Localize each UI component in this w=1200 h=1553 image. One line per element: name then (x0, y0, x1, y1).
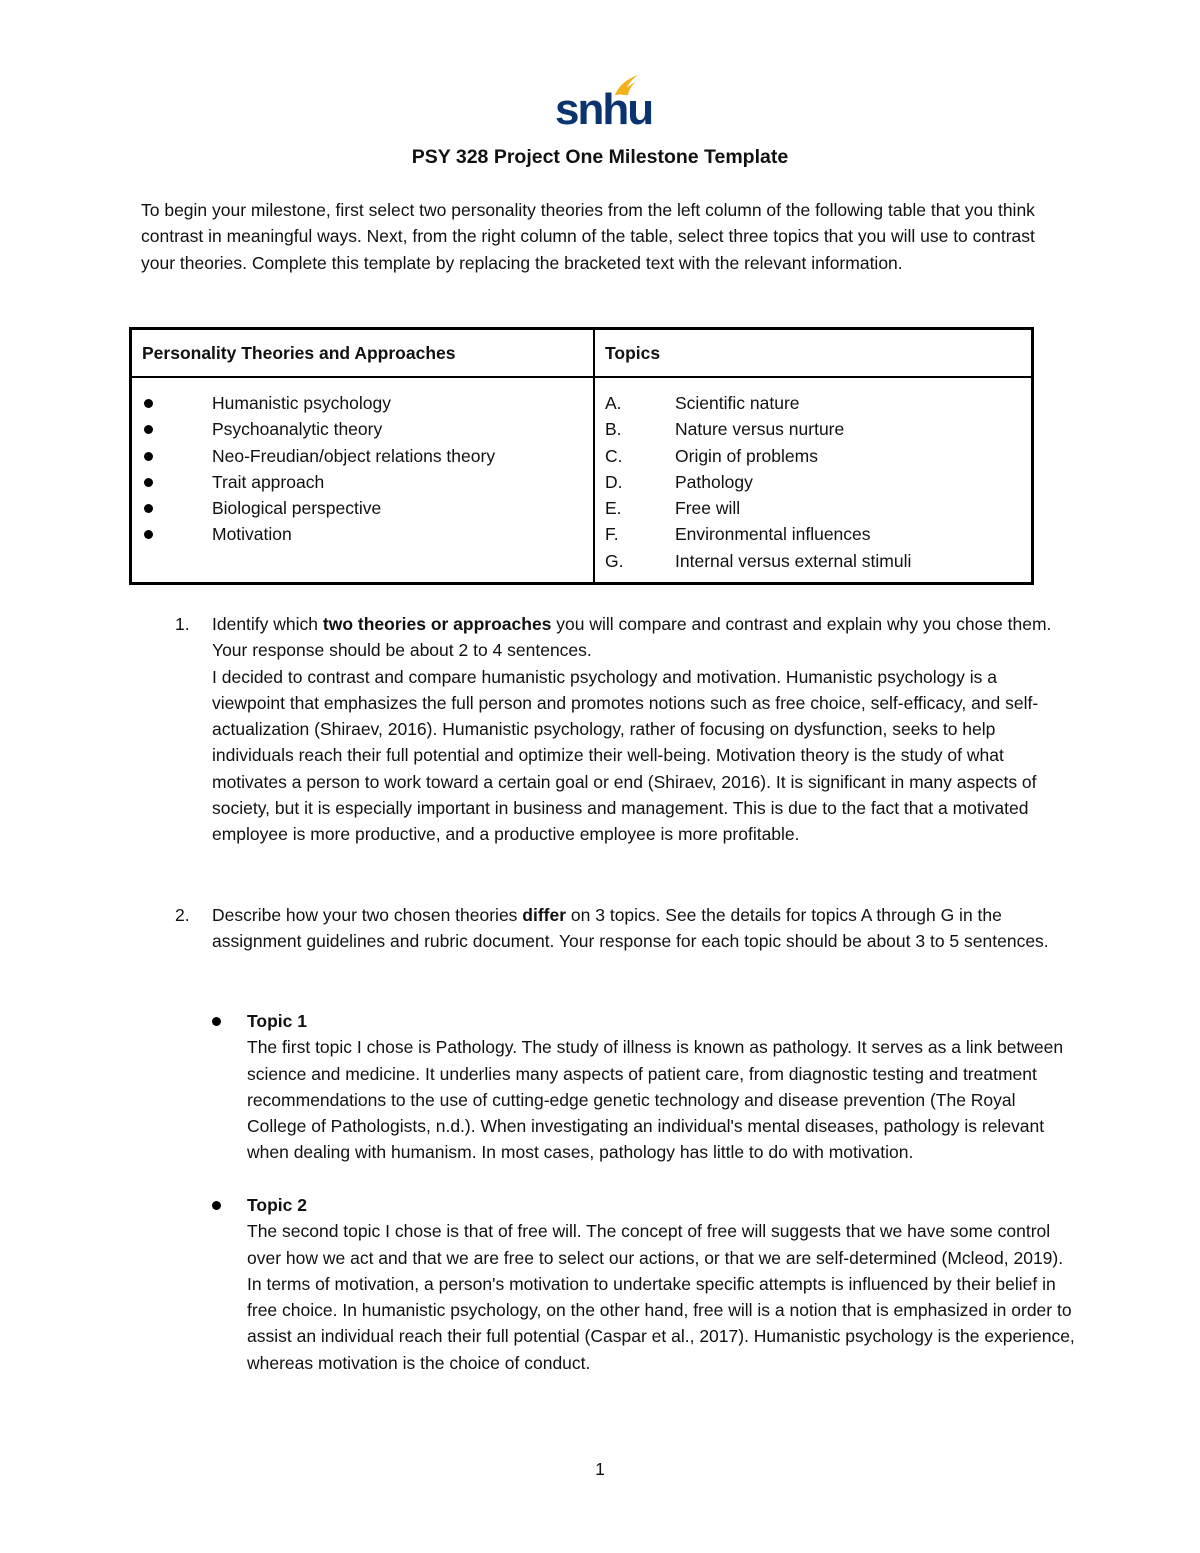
bullet-icon (144, 504, 153, 513)
page-number: 1 (595, 1459, 605, 1479)
table-header-theories: Personality Theories and Approaches (131, 329, 595, 378)
theories-topics-table (129, 327, 1034, 585)
list-item: Motivation (142, 521, 593, 547)
question-number: 2. (175, 905, 190, 925)
logo-wordmark: snhu (555, 85, 653, 134)
list-item: E. Free will (605, 498, 741, 519)
topics-cell (594, 377, 1033, 584)
question-number: 1. (175, 614, 190, 634)
intro-paragraph: To begin your milestone, first select two personality theories from the left column of the following table that you think contrast in meaningful ways. Next, from the right column of the table, select three topics that you will use to contrast your theories. Complete this template by replacing the bracketed text with the relevant information. (141, 200, 1035, 273)
question-2 (175, 902, 1072, 955)
bullet-icon (212, 1017, 221, 1026)
list-item: B. Nature versus nurture (605, 419, 845, 440)
topic-2-answer (247, 1192, 1077, 1376)
list-item: Neo-Freudian/object relations theory (142, 443, 593, 469)
bullet-icon (144, 399, 153, 408)
bullet-icon (144, 425, 153, 434)
topic-text: The first topic I chose is Pathology. The study of illness is known as pathology. It serves as a link between science and medicine. It underlies many aspects of patient care, from diagnostic testing and treatment recommendations to the use of cutting-edge genetic technology and disease prevention (The Royal College of Pathologists, n.d.). When investigating an individual's mental diseases, pathology is relevant when dealing with humanism. In most cases, pathology has little to do with motivation. (247, 1037, 1064, 1163)
list-item: Humanistic psychology (142, 390, 593, 416)
question-1 (175, 611, 1072, 848)
topic-1-answer (247, 1008, 1077, 1166)
list-item: A. Scientific nature (605, 393, 800, 413)
theories-cell (131, 377, 595, 584)
bullet-icon (212, 1201, 221, 1210)
bullet-icon (144, 478, 153, 487)
list-item: Trait approach (142, 469, 593, 495)
snhu-logo (555, 74, 653, 134)
topic-label: Topic 1 (247, 1011, 307, 1031)
list-item: Biological perspective (142, 495, 593, 521)
topic-label: Topic 2 (247, 1195, 307, 1215)
question-answer: I decided to contrast and compare humanistic psychology and motivation. Humanistic psychology is a viewpoint that emphasizes the full person and promotes notions such as free choice, self-efficacy, and self-actualization (Shiraev, 2016). Humanistic psychology, rather of focusing on dysfunction, seeks to help individuals reach their full potential and optimize their well-being. Motivation theory is the study of what motivates a person to work toward a certain goal or end (Shiraev, 2016). It is significant in many aspects of society, but it is especially important in business and management. This is due to the fact that a motivated employee is more productive, and a productive employee is more profitable. (212, 666, 1039, 845)
list-item: F. Environmental influences (605, 524, 871, 545)
document-title: PSY 328 Project One Milestone Template (411, 146, 789, 168)
theories-list (142, 390, 593, 548)
topics-list (605, 390, 1031, 574)
question-prompt: Identify which two theories or approaches you will compare and contrast and explain why you chose them. Your response should be about 2 to 4 sentences. (212, 614, 1052, 661)
bullet-icon (144, 530, 153, 539)
question-prompt: Describe how your two chosen theories differ on 3 topics. See the details for topics A through G in the assignment guidelines and rubric document. Your response for each topic should be about 3 to 5 sentences. (212, 905, 1049, 952)
list-item: C. Origin of problems (605, 445, 818, 466)
bullet-icon (144, 452, 153, 461)
list-item: D. Pathology (605, 471, 753, 492)
topic-text: The second topic I chose is that of free will. The concept of free will suggests that we have some control over how we act and that we are free to select our actions, or that we are self-determined (Mcleod, 2019). In terms of motivation, a person's motivation to undertake specific attempts is influenced by their belief in free choice. In humanistic psychology, on the other hand, free will is a notion that is emphasized in order to assist an individual reach their full potential (Caspar et al., 2017). Humanistic psychology is the experience, whereas motivation is the choice of conduct. (247, 1221, 1075, 1373)
table-header-topics: Topics (594, 329, 1033, 378)
list-item: G. Internal versus external stimuli (605, 550, 912, 571)
list-item: Psychoanalytic theory (142, 416, 593, 442)
